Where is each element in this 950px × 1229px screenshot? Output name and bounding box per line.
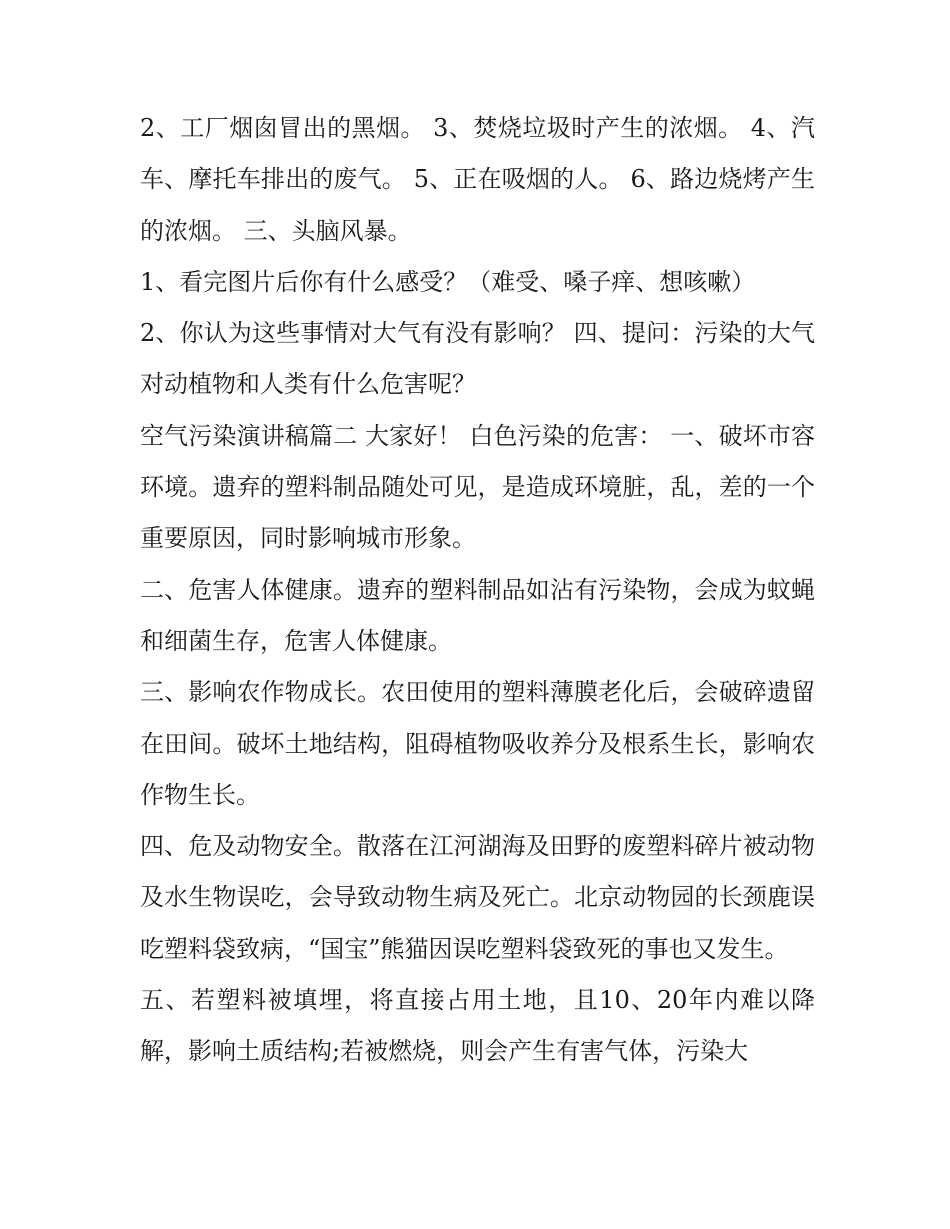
document-body bbox=[140, 103, 815, 1078]
paragraph: 二、危害人体健康。遗弃的塑料制品如沾有污染物，会成为蚊蝇和细菌生存，危害人体健康。 bbox=[140, 575, 815, 655]
paragraph: 三、影响农作物成长。农田使用的塑料薄膜老化后，会破碎遗留在田间。破坏土地结构，阻碍植物吸收养分及根系生长，影响农作物生长。 bbox=[140, 678, 815, 809]
paragraph: 1、看完图片后你有什么感受？（难受、嗓子痒、想咳嗽） bbox=[140, 267, 756, 296]
paragraph: 四、危及动物安全。散落在江河湖海及田野的废塑料碎片被动物及水生物误吃，会导致动物生病及死亡。北京动物园的长颈鹿误吃塑料袋致病，“国宝”熊猫因误吃塑料袋致死的事也又发生。 bbox=[140, 832, 815, 963]
paragraph: 2、你认为这些事情对大气有没有影响？ 四、提问：污染的大气对动植物和人类有什么危害呢？ bbox=[140, 319, 815, 399]
paragraph: 空气污染演讲稿篇二 大家好！ 白色污染的危害： 一、破坏市容环境。遗弃的塑料制品随处可见，是造成环境脏，乱，差的一个重要原因，同时影响城市形象。 bbox=[140, 421, 815, 553]
paragraph: 五、若塑料被填埋，将直接占用土地，且10、20年内难以降解，影响土质结构;若被燃烧，则会产生有害气体，污染大 bbox=[140, 986, 815, 1066]
paragraph: 2、工厂烟囱冒出的黑烟。 3、焚烧垃圾时产生的浓烟。 4、汽车、摩托车排出的废气。 5、正在吸烟的人。 6、路边烧烤产生的浓烟。 三、头脑风暴。 bbox=[140, 114, 815, 245]
